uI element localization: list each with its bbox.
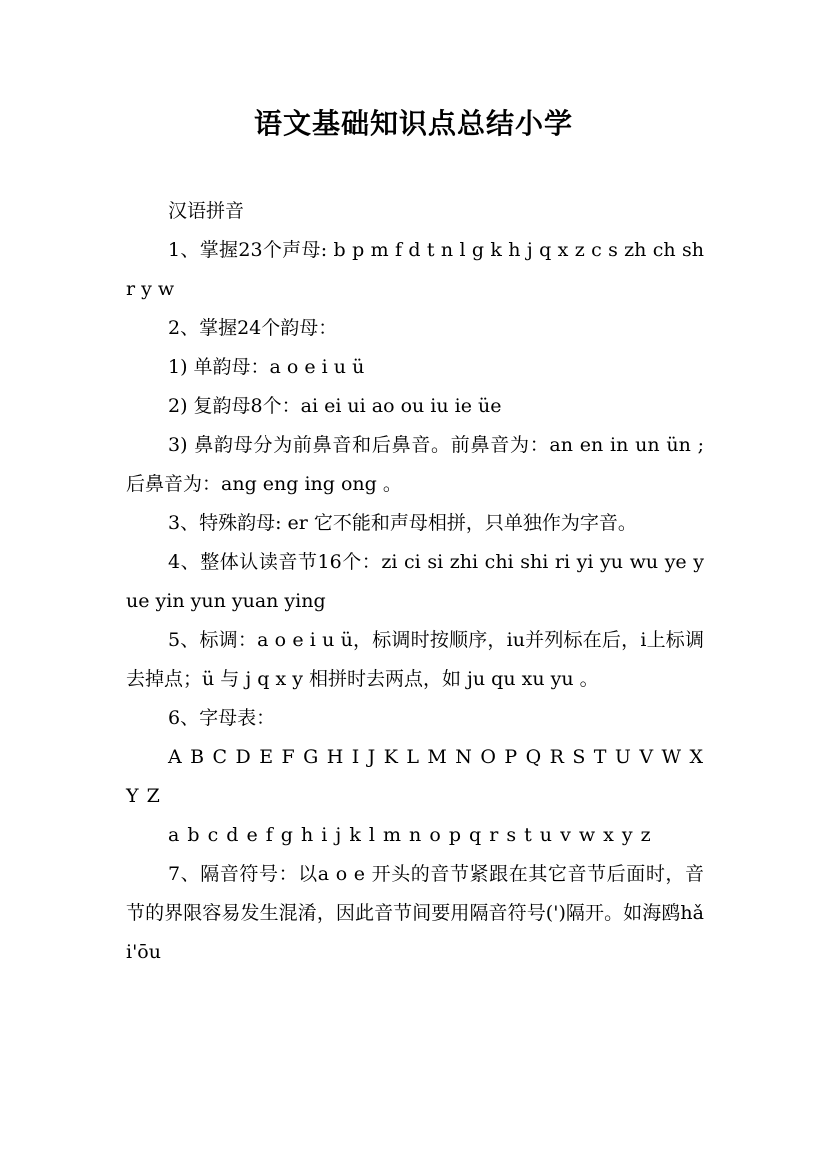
paragraph-finals: 2、掌握24个韵母： [168,317,338,339]
paragraph-compound-finals: 2) 复韵母8个：ai ei ui ao ou iu ie üe [168,395,502,417]
paragraph-syllable-separator: 7、隔音符号：以a o e 开头的音节紧跟在其它音节后面时，音节的界限容易发生混淆，因此音节间要用隔音符号(')隔开。如海鸥hǎi'ōu [126,863,704,963]
paragraph-tone-marking: 5、标调：a o e i u ü，标调时按顺序，iu并列标在后，i上标调去掉点；ü 与 j q x y 相拼时去两点，如 ju qu xu yu 。 [126,629,704,690]
paragraph-uppercase-alphabet: A B C D E F G H I J K L M N O P Q R S T U V W X Y Z [126,746,704,807]
paragraph-whole-syllables: 4、整体认读音节16个：zi ci si zhi chi shi ri yi yu wu ye yue yin yun yuan ying [126,551,704,612]
section-heading-pinyin: 汉语拼音 [168,200,245,222]
paragraph-special-final: 3、特殊韵母: er 它不能和声母相拼，只单独作为字音。 [168,512,637,534]
paragraph-simple-finals: 1) 单韵母：a o e i u ü [168,356,365,378]
paragraph-nasal-finals: 3) 鼻韵母分为前鼻音和后鼻音。前鼻音为：an en in un ün ;后鼻音为：ang eng ing ong 。 [126,434,704,495]
paragraph-alphabet-heading: 6、字母表： [168,707,276,729]
document-body [126,192,704,972]
paragraph-lowercase-alphabet: a b c d e f g h i j k l m n o p q r s t u v w x y z [168,824,652,846]
document-title: 语文基础知识点总结小学 [253,107,573,140]
paragraph-initials: 1、掌握23个声母: b p m f d t n l g k h j q x z c s zh ch sh r y w [126,239,704,300]
